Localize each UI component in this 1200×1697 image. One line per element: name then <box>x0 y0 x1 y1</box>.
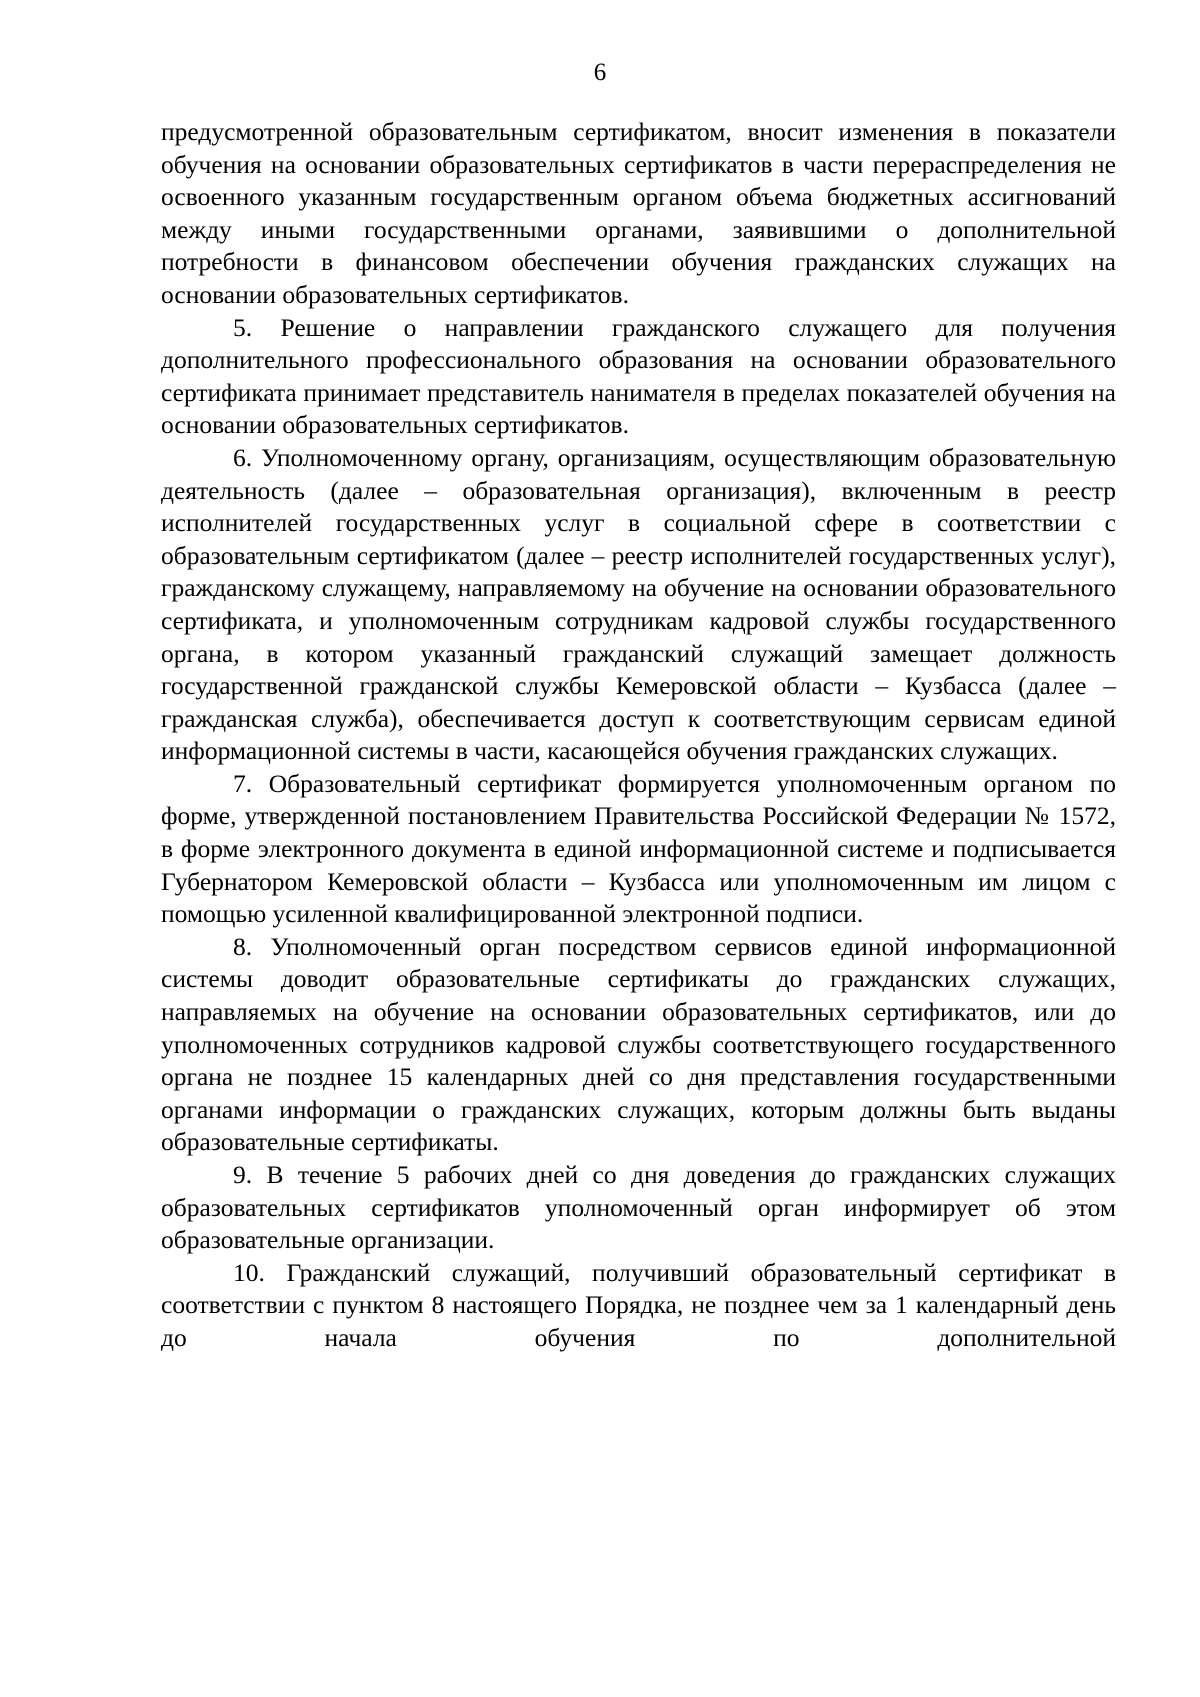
paragraph-item-5: 5. Решение о направлении гражданского служащего для получения дополнительного профессионального образования на основании образовательного сертификата принимает представитель нанимателя в пределах показателей обучения на основании образовательных сертификатов. <box>161 312 1116 440</box>
document-body <box>161 116 1116 1355</box>
paragraph-item-8: 8. Уполномоченный орган посредством сервисов единой информационной системы доводит образовательные сертификаты до гражданских служащих, направляемых на обучение на основании образовательных сертификатов, или до уполномоченных сотрудников кадровой службы соответствующего государственного органа не позднее 15 календарных дней со дня представления государственными органами информации о гражданских служащих, которым должны быть выданы образовательные сертификаты. <box>161 931 1116 1157</box>
page-number: 6 <box>593 59 607 86</box>
paragraph-item-6: 6. Уполномоченному органу, организациям, осуществляющим образовательную деятельность (далее – образовательная организация), включенным в реестр исполнителей государственных услуг в социальной сфере в соответствии с образовательным сертификатом (далее – реестр исполнителей государственных услуг), гражданскому служащему, направляемому на обучение на основании образовательного сертификата, и уполномоченным сотрудникам кадровой службы государственного органа, в котором указанный гражданский служащий замещает должность государственной гражданской службы Кемеровской области – Кузбасса (далее – гражданская служба), обеспечивается доступ к соответствующим сервисам единой информационной системы в части, касающейся обучения гражданских служащих. <box>161 442 1116 766</box>
paragraph-continuation: предусмотренной образовательным сертификатом, вносит изменения в показатели обучения на основании образовательных сертификатов в части перераспределения не освоенного указанным государственным органом объема бюджетных ассигнований между иными государственными органами, заявившими о дополнительной потребности в финансовом обеспечении обучения гражданских служащих на основании образовательных сертификатов. <box>161 117 1116 309</box>
paragraph-item-10: 10. Гражданский служащий, получивший образовательный сертификат в соответствии с пунктом 8 настоящего Порядка, не позднее чем за 1 календарный день до начала обучения по дополнительной <box>161 1257 1116 1352</box>
paragraph-item-7: 7. Образовательный сертификат формируется уполномоченным органом по форме, утвержденной постановлением Правительства Российской Федерации № 1572, в форме электронного документа в единой информационной системе и подписывается Губернатором Кемеровской области – Кузбасса или уполномоченным им лицом с помощью усиленной квалифицированной электронной подписи. <box>161 768 1116 929</box>
paragraph-item-9: 9. В течение 5 рабочих дней со дня доведения до гражданских служащих образовательных сертификатов уполномоченный орган информирует об этом образовательные организации. <box>161 1160 1116 1255</box>
